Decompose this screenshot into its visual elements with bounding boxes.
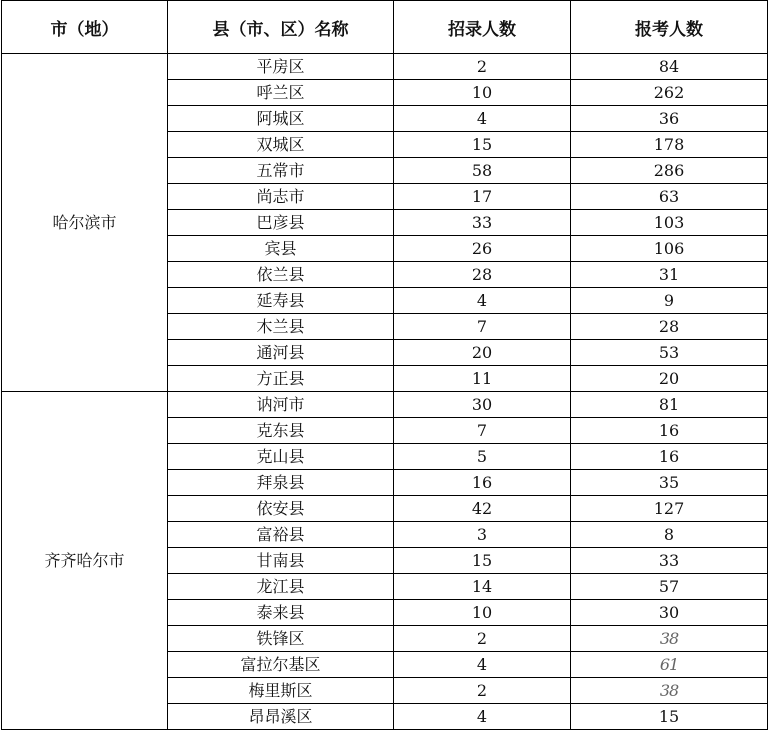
recruited-cell: 30 [394,392,571,418]
applicants-cell: 57 [571,574,768,600]
recruited-cell: 28 [394,262,571,288]
county-cell: 富拉尔基区 [168,652,394,678]
recruited-cell: 4 [394,652,571,678]
table-row [2,392,768,418]
recruited-cell: 4 [394,106,571,132]
applicants-cell: 35 [571,470,768,496]
county-cell: 方正县 [168,366,394,392]
county-cell: 讷河市 [168,392,394,418]
applicants-cell: 8 [571,522,768,548]
county-cell: 延寿县 [168,288,394,314]
recruited-cell: 16 [394,470,571,496]
applicants-cell: 9 [571,288,768,314]
applicants-cell: 16 [571,444,768,470]
county-cell: 克山县 [168,444,394,470]
recruited-cell: 26 [394,236,571,262]
recruited-cell: 7 [394,314,571,340]
recruited-cell: 17 [394,184,571,210]
county-cell: 铁锋区 [168,626,394,652]
applicants-cell: 84 [571,54,768,80]
county-cell: 双城区 [168,132,394,158]
table-body [2,54,768,730]
applicants-cell: 38 [571,626,768,652]
applicants-cell: 53 [571,340,768,366]
applicants-cell: 38 [571,678,768,704]
recruited-cell: 33 [394,210,571,236]
county-cell: 依安县 [168,496,394,522]
applicants-cell: 103 [571,210,768,236]
recruited-cell: 10 [394,600,571,626]
recruited-cell: 58 [394,158,571,184]
applicants-cell: 178 [571,132,768,158]
city-cell: 齐齐哈尔市 [2,392,168,730]
applicants-cell: 286 [571,158,768,184]
applicants-cell: 36 [571,106,768,132]
recruited-cell: 20 [394,340,571,366]
recruited-cell: 4 [394,704,571,730]
header-row [2,1,768,54]
county-cell: 呼兰区 [168,80,394,106]
recruited-cell: 10 [394,80,571,106]
recruited-cell: 5 [394,444,571,470]
county-cell: 泰来县 [168,600,394,626]
county-cell: 龙江县 [168,574,394,600]
recruited-cell: 3 [394,522,571,548]
county-cell: 巴彦县 [168,210,394,236]
applicants-cell: 15 [571,704,768,730]
applicants-cell: 63 [571,184,768,210]
applicants-cell: 31 [571,262,768,288]
table-row [2,54,768,80]
county-cell: 甘南县 [168,548,394,574]
county-cell: 尚志市 [168,184,394,210]
county-cell: 梅里斯区 [168,678,394,704]
recruited-cell: 7 [394,418,571,444]
recruited-cell: 15 [394,132,571,158]
county-cell: 昂昂溪区 [168,704,394,730]
county-cell: 依兰县 [168,262,394,288]
city-cell: 哈尔滨市 [2,54,168,392]
county-cell: 阿城区 [168,106,394,132]
header-city: 市（地） [2,1,168,54]
county-cell: 五常市 [168,158,394,184]
applicants-cell: 61 [571,652,768,678]
applicants-cell: 81 [571,392,768,418]
recruited-cell: 42 [394,496,571,522]
county-cell: 拜泉县 [168,470,394,496]
recruited-cell: 4 [394,288,571,314]
recruited-cell: 2 [394,678,571,704]
applicants-cell: 106 [571,236,768,262]
recruitment-table [1,0,768,730]
applicants-cell: 33 [571,548,768,574]
county-cell: 克东县 [168,418,394,444]
recruited-cell: 11 [394,366,571,392]
applicants-cell: 16 [571,418,768,444]
header-recruited: 招录人数 [394,1,571,54]
applicants-cell: 262 [571,80,768,106]
recruited-cell: 2 [394,626,571,652]
county-cell: 木兰县 [168,314,394,340]
county-cell: 富裕县 [168,522,394,548]
county-cell: 平房区 [168,54,394,80]
county-cell: 通河县 [168,340,394,366]
recruited-cell: 14 [394,574,571,600]
recruited-cell: 2 [394,54,571,80]
recruited-cell: 15 [394,548,571,574]
applicants-cell: 30 [571,600,768,626]
county-cell: 宾县 [168,236,394,262]
header-county: 县（市、区）名称 [168,1,394,54]
applicants-cell: 127 [571,496,768,522]
table-header [2,1,768,54]
header-applicants: 报考人数 [571,1,768,54]
applicants-cell: 28 [571,314,768,340]
applicants-cell: 20 [571,366,768,392]
